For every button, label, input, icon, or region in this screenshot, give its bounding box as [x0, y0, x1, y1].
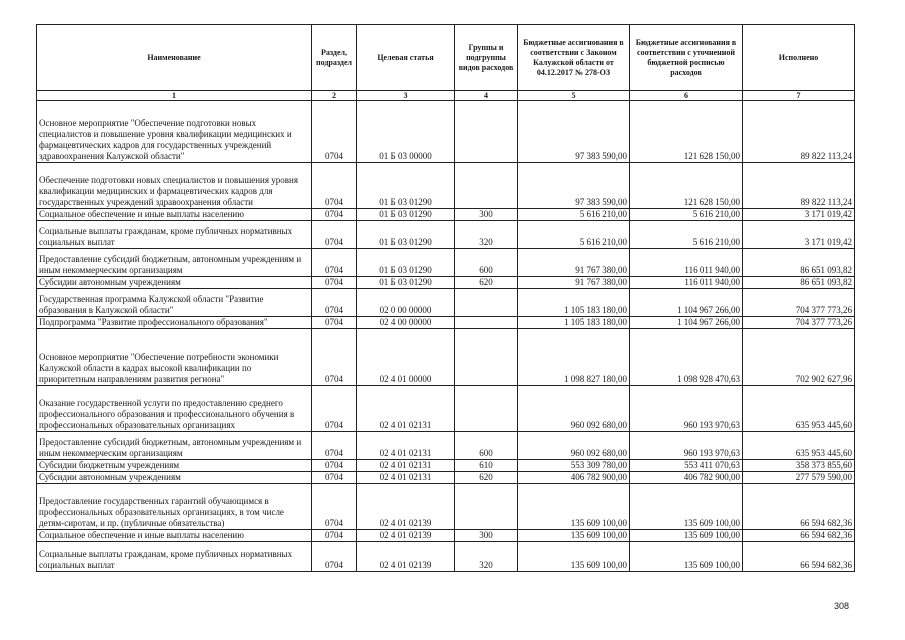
row-name: Оказание государственной услуги по предоставлению среднего профессионального образования и профессионального обучения в профессиональных образовательных организациях — [37, 386, 312, 432]
row-section: 0704 — [312, 317, 357, 329]
row-budget-amount: 1 098 928 470,63 — [630, 329, 743, 386]
row-name: Предоставление субсидий бюджетным, автономным учреждениям и иным некоммерческим организациям — [37, 249, 312, 277]
row-target-article: 02 4 01 02131 — [357, 432, 455, 460]
row-executed-amount: 66 594 682,36 — [743, 484, 855, 530]
row-budget-amount: 116 011 940,00 — [630, 277, 743, 289]
row-section: 0704 — [312, 530, 357, 542]
column-number: 4 — [455, 91, 518, 101]
row-name: Основное мероприятие "Обеспечение потребности экономики Калужской области в кадрах высокой квалификации по приоритетным направлениям развития региона" — [37, 329, 312, 386]
row-expense-group: 600 — [455, 432, 518, 460]
row-expense-group: 600 — [455, 249, 518, 277]
table-row — [37, 317, 855, 329]
table-row — [37, 249, 855, 277]
table-row — [37, 432, 855, 460]
row-budget-amount: 121 628 150,00 — [630, 101, 743, 163]
row-budget-amount: 135 609 100,00 — [630, 542, 743, 572]
row-name: Социальное обеспечение и иные выплаты населению — [37, 209, 312, 221]
row-budget-amount: 121 628 150,00 — [630, 163, 743, 209]
table-row — [37, 289, 855, 317]
row-expense-group — [455, 163, 518, 209]
row-expense-group — [455, 101, 518, 163]
table-row — [37, 542, 855, 572]
row-budget-amount: 960 193 970,63 — [630, 432, 743, 460]
row-executed-amount: 277 579 590,00 — [743, 472, 855, 484]
row-law-amount: 97 383 590,00 — [518, 163, 630, 209]
row-budget-amount: 135 609 100,00 — [630, 484, 743, 530]
row-law-amount: 960 092 680,00 — [518, 386, 630, 432]
row-expense-group — [455, 386, 518, 432]
header-law-appropriations: Бюджетные ассигнования в соответствии с Законом Калужской области от 04.12.2017 № 278-ОЗ — [518, 25, 630, 91]
row-budget-amount: 406 782 900,00 — [630, 472, 743, 484]
row-section: 0704 — [312, 289, 357, 317]
row-target-article: 01 Б 03 00000 — [357, 101, 455, 163]
column-number: 7 — [743, 91, 855, 101]
row-executed-amount: 89 822 113,24 — [743, 101, 855, 163]
row-name: Государственная программа Калужской области "Развитие образования в Калужской области" — [37, 289, 312, 317]
header-expense-groups: Группы и подгруппы видов расходов — [455, 25, 518, 91]
row-executed-amount: 86 651 093,82 — [743, 277, 855, 289]
table-row — [37, 277, 855, 289]
row-target-article: 01 Б 03 01290 — [357, 249, 455, 277]
row-executed-amount: 704 377 773,26 — [743, 317, 855, 329]
row-law-amount: 5 616 210,00 — [518, 221, 630, 249]
row-budget-amount: 1 104 967 266,00 — [630, 317, 743, 329]
row-law-amount: 97 383 590,00 — [518, 101, 630, 163]
row-expense-group: 300 — [455, 209, 518, 221]
row-budget-amount: 960 193 970,63 — [630, 386, 743, 432]
row-executed-amount: 89 822 113,24 — [743, 163, 855, 209]
row-budget-amount: 116 011 940,00 — [630, 249, 743, 277]
header-row — [37, 25, 855, 91]
row-target-article: 02 4 01 02139 — [357, 542, 455, 572]
header-section: Раздел, подраздел — [312, 25, 357, 91]
row-law-amount: 135 609 100,00 — [518, 542, 630, 572]
row-expense-group: 610 — [455, 460, 518, 472]
row-section: 0704 — [312, 542, 357, 572]
column-numbers-row — [37, 91, 855, 101]
row-section: 0704 — [312, 163, 357, 209]
row-executed-amount: 704 377 773,26 — [743, 289, 855, 317]
row-target-article: 01 Б 03 01290 — [357, 277, 455, 289]
row-law-amount: 91 767 380,00 — [518, 277, 630, 289]
row-expense-group: 320 — [455, 542, 518, 572]
table-row — [37, 209, 855, 221]
row-target-article: 02 4 01 02131 — [357, 386, 455, 432]
row-executed-amount: 86 651 093,82 — [743, 249, 855, 277]
row-name: Обеспечение подготовки новых специалистов и повышения уровня квалификации медицинских и фармацевтических кадров для государственных учреждений здравоохранения области — [37, 163, 312, 209]
table-row — [37, 530, 855, 542]
row-target-article: 02 4 00 00000 — [357, 317, 455, 329]
row-section: 0704 — [312, 101, 357, 163]
row-executed-amount: 3 171 019,42 — [743, 209, 855, 221]
row-law-amount: 1 105 183 180,00 — [518, 289, 630, 317]
row-executed-amount: 3 171 019,42 — [743, 221, 855, 249]
row-target-article: 01 Б 03 01290 — [357, 163, 455, 209]
row-section: 0704 — [312, 484, 357, 530]
table-row — [37, 484, 855, 530]
row-section: 0704 — [312, 386, 357, 432]
row-target-article: 02 4 01 02139 — [357, 530, 455, 542]
column-number: 5 — [518, 91, 630, 101]
row-section: 0704 — [312, 221, 357, 249]
table-row — [37, 460, 855, 472]
row-name: Основное мероприятие "Обеспечение подготовки новых специалистов и повышение уровня квалификации медицинских и фармацевтических кадров для государственных учреждений здравоохранения Калужской области" — [37, 101, 312, 163]
row-name: Социальные выплаты гражданам, кроме публичных нормативных социальных выплат — [37, 542, 312, 572]
row-section: 0704 — [312, 472, 357, 484]
row-target-article: 01 Б 03 01290 — [357, 221, 455, 249]
row-law-amount: 5 616 210,00 — [518, 209, 630, 221]
row-law-amount: 1 105 183 180,00 — [518, 317, 630, 329]
row-target-article: 02 4 01 02131 — [357, 472, 455, 484]
column-number: 2 — [312, 91, 357, 101]
row-budget-amount: 5 616 210,00 — [630, 209, 743, 221]
header-target-article: Целевая статья — [357, 25, 455, 91]
column-number: 6 — [630, 91, 743, 101]
table-row — [37, 221, 855, 249]
column-number: 3 — [357, 91, 455, 101]
row-budget-amount: 1 104 967 266,00 — [630, 289, 743, 317]
row-name: Социальное обеспечение и иные выплаты населению — [37, 530, 312, 542]
row-law-amount: 91 767 380,00 — [518, 249, 630, 277]
row-law-amount: 553 309 780,00 — [518, 460, 630, 472]
row-section: 0704 — [312, 209, 357, 221]
header-name: Наименование — [37, 25, 312, 91]
row-target-article: 02 0 00 00000 — [357, 289, 455, 317]
row-executed-amount: 358 373 855,60 — [743, 460, 855, 472]
row-target-article: 02 4 01 02131 — [357, 460, 455, 472]
budget-table — [36, 24, 855, 572]
row-law-amount: 406 782 900,00 — [518, 472, 630, 484]
row-name: Предоставление государственных гарантий обучающимся в профессиональных образовательных организациях, в том числе детям-сиротам, и пр. (публичные обязательства) — [37, 484, 312, 530]
row-section: 0704 — [312, 460, 357, 472]
row-executed-amount: 66 594 682,36 — [743, 530, 855, 542]
row-name: Предоставление субсидий бюджетным, автономным учреждениям и иным некоммерческим организациям — [37, 432, 312, 460]
row-expense-group: 320 — [455, 221, 518, 249]
row-section: 0704 — [312, 432, 357, 460]
row-law-amount: 135 609 100,00 — [518, 484, 630, 530]
row-name: Субсидии автономным учреждениям — [37, 472, 312, 484]
row-budget-amount: 5 616 210,00 — [630, 221, 743, 249]
header-executed: Исполнено — [743, 25, 855, 91]
row-name: Социальные выплаты гражданам, кроме публичных нормативных социальных выплат — [37, 221, 312, 249]
table-row — [37, 101, 855, 163]
row-expense-group — [455, 317, 518, 329]
table-row — [37, 386, 855, 432]
row-expense-group — [455, 289, 518, 317]
table-row — [37, 329, 855, 386]
header-budget-appropriations: Бюджетные ассигнования в соответствии с уточненной бюджетной росписью расходов — [630, 25, 743, 91]
row-target-article: 02 4 01 00000 — [357, 329, 455, 386]
row-expense-group: 620 — [455, 472, 518, 484]
row-executed-amount: 635 953 445,60 — [743, 432, 855, 460]
row-name: Субсидии бюджетным учреждениям — [37, 460, 312, 472]
column-number: 1 — [37, 91, 312, 101]
row-name: Субсидии автономным учреждениям — [37, 277, 312, 289]
budget-sheet — [36, 24, 856, 572]
row-target-article: 02 4 01 02139 — [357, 484, 455, 530]
row-law-amount: 960 092 680,00 — [518, 432, 630, 460]
row-budget-amount: 553 411 070,63 — [630, 460, 743, 472]
row-target-article: 01 Б 03 01290 — [357, 209, 455, 221]
table-row — [37, 472, 855, 484]
row-expense-group — [455, 329, 518, 386]
row-law-amount: 135 609 100,00 — [518, 530, 630, 542]
page-number: 308 — [834, 601, 850, 611]
row-budget-amount: 135 609 100,00 — [630, 530, 743, 542]
row-executed-amount: 66 594 682,36 — [743, 542, 855, 572]
row-section: 0704 — [312, 329, 357, 386]
row-section: 0704 — [312, 277, 357, 289]
table-row — [37, 163, 855, 209]
row-expense-group: 620 — [455, 277, 518, 289]
row-law-amount: 1 098 827 180,00 — [518, 329, 630, 386]
row-executed-amount: 635 953 445,60 — [743, 386, 855, 432]
row-expense-group: 300 — [455, 530, 518, 542]
row-name: Подпрограмма "Развитие профессионального образования" — [37, 317, 312, 329]
row-expense-group — [455, 484, 518, 530]
row-executed-amount: 702 902 627,96 — [743, 329, 855, 386]
row-section: 0704 — [312, 249, 357, 277]
